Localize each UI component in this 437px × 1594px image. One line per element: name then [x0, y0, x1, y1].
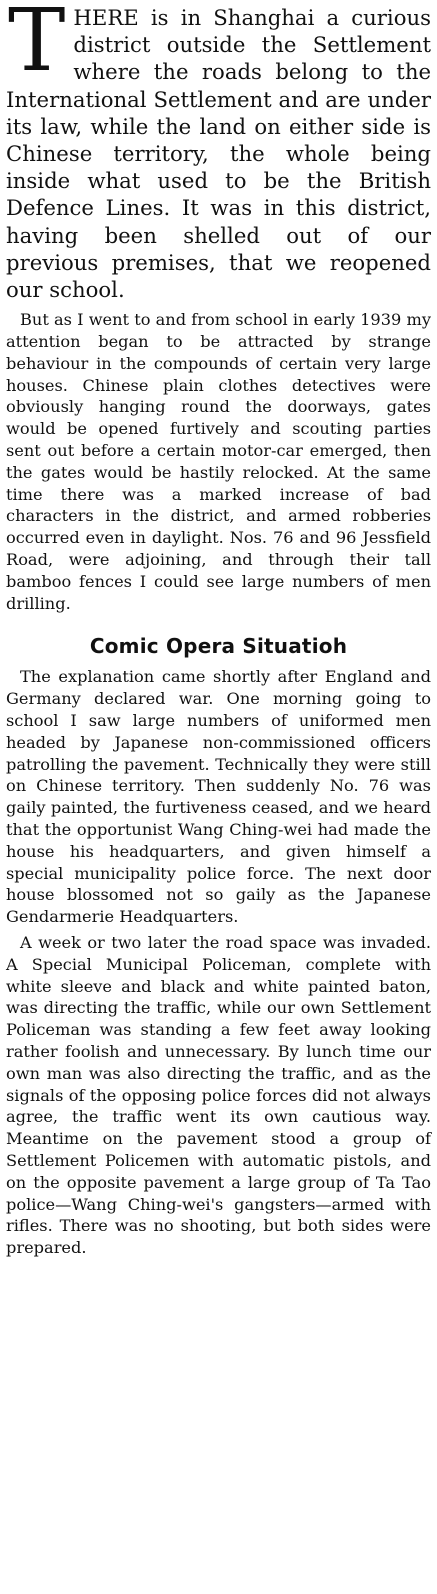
- body-paragraph-4: A week or two later the road space was invaded. A Special Municipal Policeman, complete with white sleeve and black and white painted baton, was directing the traffic, while our own Settlement Policeman was standing a few feet away looking rather foolish and unnecessary. By lunch time our own man was also directing the traffic, and as the signals of the opposing police forces did not always agree, the traffic went its own cautious way. Meantime on the pavement stood a group of Settlement Policemen with automatic pistols, and on the opposite pavement a large group of Ta Tao police—Wang Ching-wei's gangsters—armed with rifles. There was no shooting, but both sides were prepared.: [6, 932, 431, 1258]
- lead-paragraph-text: HERE is in Shanghai a curious district outside the Settlement where the roads belong to the International Settlement and are under its law, while the land on either side is Chinese territory, the whole being inside what used to be the British Defence Lines. It was in this district, having been shelled out of our previous premises, that we reopened our school.: [6, 5, 431, 303]
- lead-paragraph: [6, 0, 431, 303]
- section-heading: Comic Opera Situatioh: [89, 634, 348, 659]
- body-paragraph-2: But as I went to and from school in early 1939 my attention began to be attracted by strange behaviour in the compounds of certain very large houses. Chinese plain clothes detectives were obviously hanging round the doorways, gates would be opened furtively and scouting parties sent out before a certain motor-car emerged, then the gates would be hastily relocked. At the same time there was a marked increase of bad characters in the district, and armed robberies occurred even in daylight. Nos. 76 and 96 Jessfield Road, were adjoining, and through their tall bamboo fences I could see large numbers of men drilling.: [6, 310, 431, 613]
- body-paragraph-3: The explanation came shortly after England and Germany declared war. One morning going to school I saw large numbers of uniformed men headed by Japanese non-commissioned officers patrolling the pavement. Technically they were still on Chinese territory. Then suddenly No. 76 was gaily painted, the furtiveness ceased, and we heard that the opportunist Wang Ching-wei had made the house his headquarters, and given himself a special municipality police force. The next door house blossomed not so gaily as the Japanese Gendarmerie Headquarters.: [6, 667, 431, 927]
- drop-cap: T: [8, 0, 66, 91]
